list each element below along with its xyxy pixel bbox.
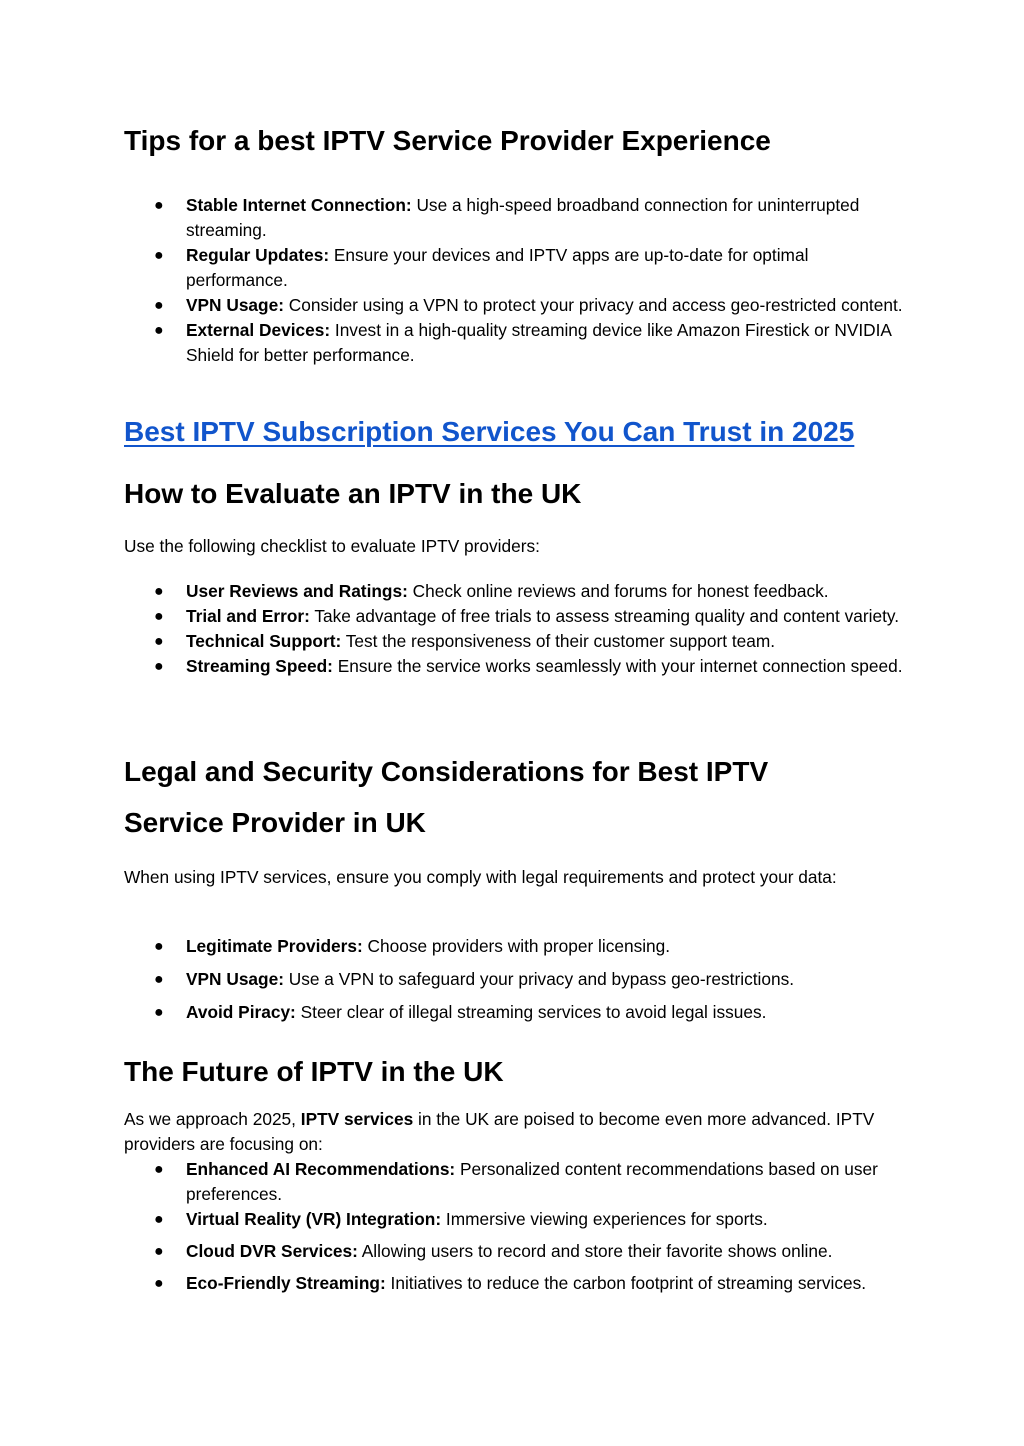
bullet-icon: ● [154,583,164,600]
tips-list [124,193,904,368]
bullet-icon: ● [154,1161,164,1178]
legal-heading-line2: Service Provider in UK [124,807,426,838]
legal-intro: When using IPTV services, ensure you comply with legal requirements and protect your data: [124,867,837,887]
future-list [124,1157,904,1296]
bullet-icon: ● [154,633,164,650]
legal-heading-line1: Legal and Security Considerations for Best IPTV [124,756,769,787]
tips-heading: Tips for a best IPTV Service Provider Experience [124,125,771,156]
list-item: ● VPN Usage: Use a VPN to safeguard your privacy and bypass geo-restrictions. [124,967,904,992]
list-item: ● Cloud DVR Services: Allowing users to record and store their favorite shows online. [124,1239,904,1264]
legal-list [124,934,904,1025]
evaluate-list [124,579,904,679]
list-item: ● Legitimate Providers: Choose providers with proper licensing. [124,934,904,959]
list-item: ● External Devices: Invest in a high-quality streaming device like Amazon Firestick or NVIDIA Shield for better performance. [154,320,892,365]
bullet-icon: ● [154,322,164,339]
list-item: ● Trial and Error: Take advantage of free trials to assess streaming quality and content variety. [124,604,904,629]
list-item: ● Technical Support: Test the responsiveness of their customer support team. [124,629,904,654]
evaluate-heading: How to Evaluate an IPTV in the UK [124,478,582,509]
list-item: ● Avoid Piracy: Steer clear of illegal streaming services to avoid legal issues. [124,1000,904,1025]
bullet-icon: ● [154,1211,164,1228]
bullet-icon: ● [154,247,164,264]
evaluate-intro: Use the following checklist to evaluate IPTV providers: [124,536,540,556]
list-item: ● Regular Updates: Ensure your devices and IPTV apps are up-to-date for optimal performance. [154,245,809,290]
list-item: ● VPN Usage: Consider using a VPN to protect your privacy and access geo-restricted content. [124,293,904,318]
bullet-icon: ● [154,297,164,314]
bullet-icon: ● [154,608,164,625]
list-item: ● Virtual Reality (VR) Integration: Immersive viewing experiences for sports. [124,1207,904,1232]
bullet-icon: ● [154,1243,164,1260]
bullet-icon: ● [154,971,164,988]
bullet-icon: ● [154,938,164,955]
bullet-icon: ● [154,1004,164,1021]
list-item: ● Eco-Friendly Streaming: Initiatives to reduce the carbon footprint of streaming services. [124,1271,904,1296]
future-intro: As we approach 2025, IPTV services in the UK are poised to become even more advanced. IPTV providers are focusing on: [124,1109,875,1154]
bullet-icon: ● [154,197,164,214]
list-item: ● Streaming Speed: Ensure the service works seamlessly with your internet connection speed. [124,654,904,679]
bullet-icon: ● [154,658,164,675]
list-item: ● Stable Internet Connection: Use a high-speed broadband connection for uninterrupted streaming. [154,195,860,240]
best-iptv-subscription-link[interactable]: Best IPTV Subscription Services You Can Trust in 2025 [124,416,855,447]
future-heading: The Future of IPTV in the UK [124,1056,504,1087]
list-item: ● User Reviews and Ratings: Check online reviews and forums for honest feedback. [124,579,904,604]
bullet-icon: ● [154,1275,164,1292]
list-item: ● Enhanced AI Recommendations: Personalized content recommendations based on user preferences. [154,1159,878,1204]
